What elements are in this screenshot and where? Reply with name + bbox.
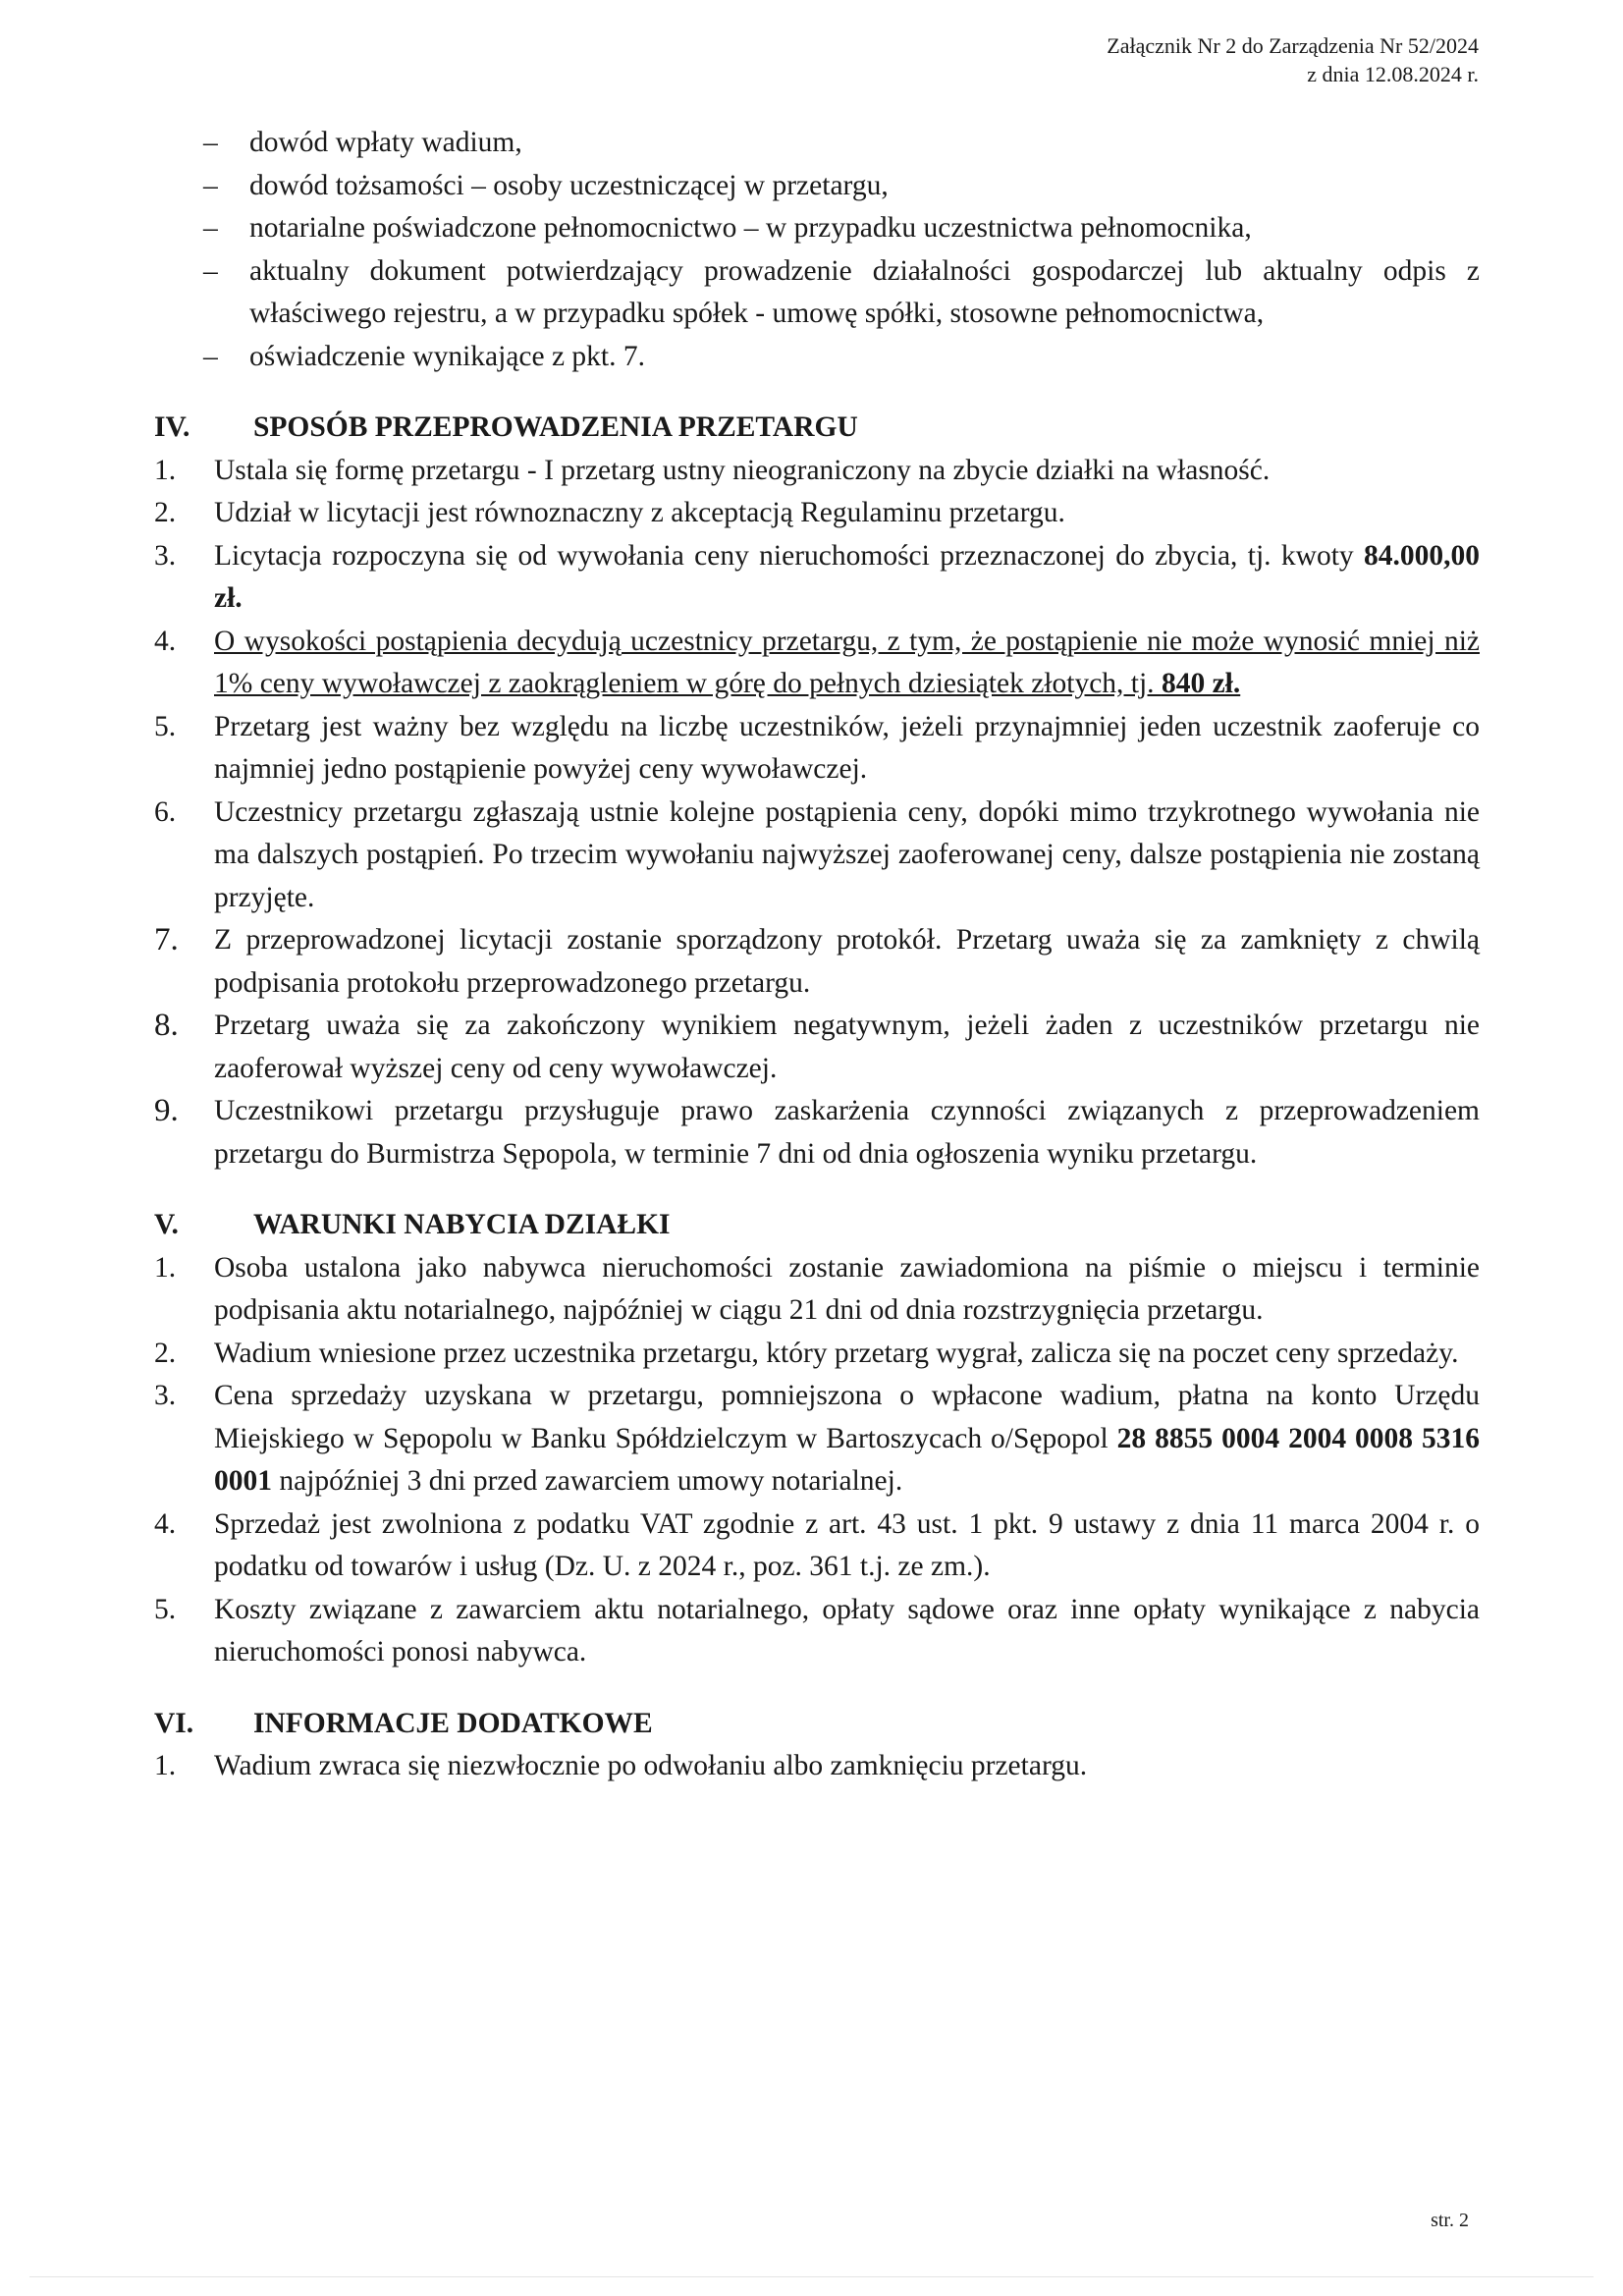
- list-item: 6. Uczestnicy przetargu zgłaszają ustnie kolejne postąpienia ceny, dopóki mimo trzykrotnego wywołania nie ma dalszych postąpień. Po trzecim wywołaniu najwyższej zaoferowanej ceny, dalsze postąpienia nie zostaną przyjęte.: [154, 795, 1480, 913]
- list-item: 7. Z przeprowadzonej licytacji zostanie sporządzony protokół. Przetarg uważa się za zamknięty z chwilą podpisania protokołu przeprowadzonego przetargu.: [154, 922, 1480, 999]
- list-item: 9. Uczestnikowi przetargu przysługuje prawo zaskarżenia czynności związanych z przeprowadzeniem przetargu do Burmistrza Sępopola, w terminie 7 dni od dnia ogłoszenia wyniku przetargu.: [154, 1093, 1480, 1170]
- dash-marker: –: [203, 169, 218, 201]
- minimum-bid-increment: 840 zł.: [1161, 668, 1241, 699]
- list-item: 1. Osoba ustalona jako nabywca nieruchomości zostanie zawiadomiona na piśmie o miejscu i terminie podpisania aktu notarialnego, najpóźniej w ciągu 21 dni od dnia rozstrzygnięcia przetargu.: [154, 1251, 1480, 1326]
- list-item: 3. Cena sprzedaży uzyskana w przetargu, pomniejszona o wpłacone wadium, płatna na konto Urzędu Miejskiego w Sępopolu w Banku Spółdzielczym w Bartoszycach o/Sępopol 28 8855 0004 2004 0008 5316 0001 najpóźniej 3 dni przed zawarciem umowy notarialnej.: [154, 1380, 1481, 1497]
- bank-account-number: 28 8855 0004 2004 0008 5316 0001: [214, 1422, 1481, 1497]
- list-item: 4. Sprzedaż jest zwolniona z podatku VAT zgodnie z art. 43 ust. 1 pkt. 9 ustawy z dnia 11 marca 2004 r. o podatku od towarów i usług (Dz. U. z 2024 r., poz. 361 t.j. ze zm.).: [154, 1507, 1480, 1582]
- list-item: – notarialne poświadczone pełnomocnictwo – w przypadku uczestnictwa pełnomocnika,: [154, 207, 1480, 250]
- list-item: 4. O wysokości postąpienia decydują uczestnicy przetargu, z tym, że postąpienie nie może wynosić mniej niż 1% ceny wywoławczej z zaokrągleniem w górę do pełnych dziesiątek złotych, tj. 840 zł.: [154, 625, 1480, 699]
- list-item: 1. Ustala się formę przetargu - I przetarg ustny nieograniczony na zbycie działki na własność.: [154, 454, 1271, 486]
- document-body: [154, 122, 1480, 1788]
- list-item: 2. Wadium wniesione przez uczestnika przetargu, który przetarg wygrał, zalicza się na poczet ceny sprzedaży.: [154, 1337, 1459, 1369]
- list-item: 5. Przetarg jest ważny bez względu na liczbę uczestników, jeżeli przynajmniej jeden uczestnik zaoferuje co najmniej jedno postąpienie powyżej ceny wywoławczej.: [154, 710, 1480, 785]
- dash-marker: –: [203, 340, 218, 372]
- list-item: – dowód wpłaty wadium,: [154, 122, 1480, 165]
- section-v-list: [154, 1247, 1480, 1674]
- list-item: – aktualny dokument potwierdzający prowadzenie działalności gospodarczej lub aktualny odpis z właściwego rejestru, a w przypadku spółek - umowę spółki, stosowne pełnomocnictwa,: [154, 250, 1480, 336]
- list-item: 1. Wadium zwraca się niezwłocznie po odwołaniu albo zamknięciu przetargu.: [154, 1750, 1088, 1781]
- required-documents-list: [154, 122, 1480, 378]
- list-item: 3. Licytacja rozpoczyna się od wywołania ceny nieruchomości przeznaczonej do zbycia, tj. kwoty 84.000,00 zł.: [154, 539, 1480, 614]
- list-item: 5. Koszty związane z zawarciem aktu notarialnego, opłaty sądowe oraz inne opłaty wynikające z nabycia nieruchomości ponosi nabywca.: [154, 1593, 1480, 1667]
- scan-edge-divider: [29, 2276, 1594, 2277]
- dash-marker: –: [203, 212, 218, 244]
- header-line-2: z dnia 12.08.2024 r.: [1307, 62, 1479, 86]
- list-item: 8. Przetarg uważa się za zakończony wynikiem negatywnym, jeżeli żaden z uczestników przetargu nie zaoferował wyższej ceny od ceny wywoławczej.: [154, 1008, 1480, 1084]
- dash-marker: –: [203, 254, 218, 287]
- attachment-header: [1107, 31, 1479, 88]
- page-number: str. 2: [1431, 2210, 1469, 2231]
- header-line-1: Załącznik Nr 2 do Zarządzenia Nr 52/2024: [1107, 33, 1479, 58]
- list-item: – oświadczenie wynikające z pkt. 7.: [154, 336, 1480, 379]
- section-heading-v: V. WARUNKI NABYCIA DZIAŁKI: [154, 1209, 671, 1240]
- list-item: 2. Udział w licytacji jest równoznaczny z akceptacją Regulaminu przetargu.: [154, 497, 1065, 528]
- dash-marker: –: [203, 127, 218, 158]
- section-heading-iv: IV. SPOSÓB PRZEPROWADZENIA PRZETARGU: [154, 411, 858, 443]
- starting-price: 84.000,00 zł.: [214, 539, 1480, 614]
- section-heading-vi: VI. INFORMACJE DODATKOWE: [154, 1707, 653, 1739]
- section-iv-list: [154, 450, 1480, 1176]
- list-item: – dowód tożsamości – osoby uczestniczącej w przetargu,: [154, 165, 1480, 208]
- section-vi-list: [154, 1745, 1480, 1788]
